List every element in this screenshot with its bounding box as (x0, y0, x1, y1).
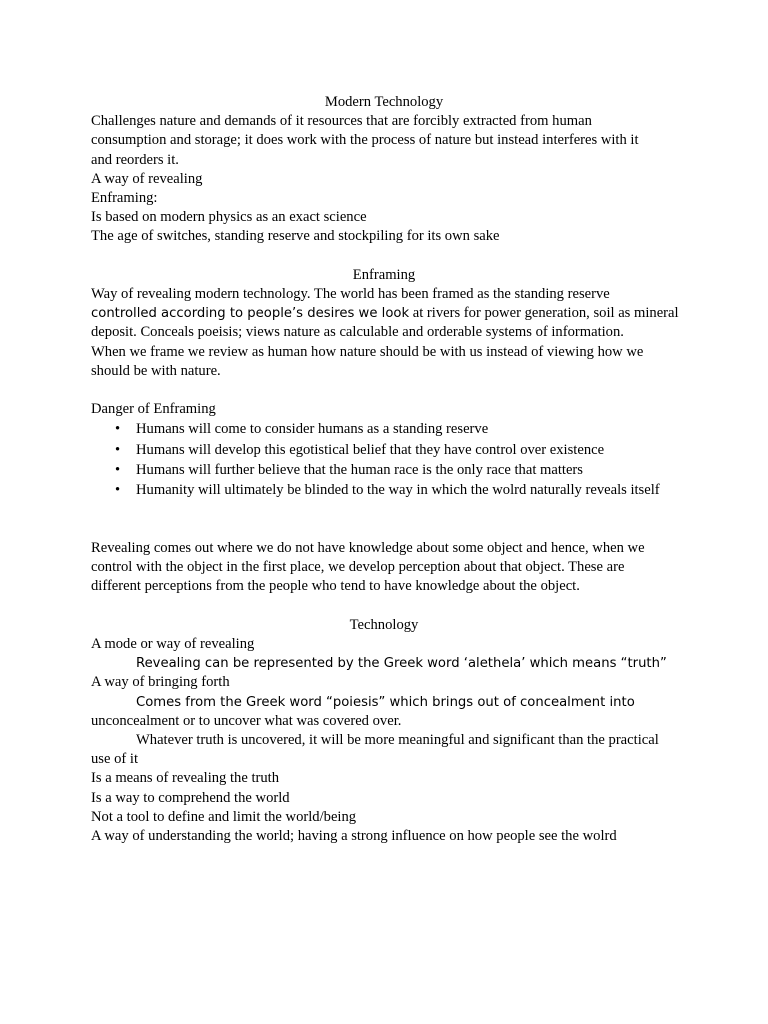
list-item (91, 460, 691, 480)
text-line: Challenges nature and demands of it resources that are forcibly extracted from human (91, 113, 592, 130)
text-line: A way of bringing forth (91, 674, 230, 691)
text-fragment: at rivers for power generation, soil as mineral (409, 305, 679, 322)
text-line: A way of understanding the world; having a strong influence on how people see the wolrd (91, 828, 617, 845)
text-line: The age of switches, standing reserve and stockpiling for its own sake (91, 228, 500, 245)
text-line (91, 654, 691, 673)
text-line: Revealing comes out where we do not have knowledge about some object and hence, when we (91, 540, 645, 556)
sans-text-fragment: controlled according to people’s desires we look (91, 306, 410, 322)
sans-text-fragment: Revealing can be represented by the Greek word ‘alethela’ which means “truth” (136, 656, 667, 672)
bullet-icon: • (115, 441, 121, 458)
list-item-text: Humans will come to consider humans as a standing reserve (136, 421, 489, 438)
bullet-icon: • (115, 462, 121, 479)
section-heading-enframing: Enframing (352, 266, 416, 283)
spacer (91, 247, 691, 266)
text-line: A way of revealing (91, 170, 203, 187)
text-line: and reorders it. (91, 151, 179, 168)
sans-text-fragment: Comes from the Greek word “poiesis” which brings out of concealment into (136, 694, 635, 710)
list-item-text: Humanity will ultimately be blinded to the way in which the wolrd naturally reveals itself (136, 482, 660, 499)
section-heading-danger: Danger of Enframing (91, 401, 216, 418)
section-heading-modern-technology: Modern Technology (324, 94, 444, 110)
text-line: deposit. Conceals poeisis; views nature as calculable and orderable systems of information. (91, 324, 624, 341)
text-line: Is based on modern physics as an exact science (91, 209, 367, 226)
text-line: Is a way to comprehend the world (91, 789, 290, 806)
list-item (91, 419, 691, 439)
text-line: A mode or way of revealing (91, 636, 255, 652)
text-line: should be with nature. (91, 362, 221, 379)
text-line: When we frame we review as human how nature should be with us instead of viewing how we (91, 343, 644, 360)
text-line: control with the object in the first place, we develop perception about that object. These are (91, 559, 625, 576)
bullet-list (91, 419, 691, 500)
text-line: Enframing: (91, 190, 158, 207)
text-line: Whatever truth is uncovered, it will be more meaningful and significant than the practical (136, 732, 659, 749)
text-line: different perceptions from the people who tend to have knowledge about the object. (91, 578, 580, 595)
spacer (91, 501, 691, 539)
bullet-icon: • (115, 482, 121, 499)
spacer (91, 597, 691, 616)
text-line: Way of revealing modern technology. The world has been framed as the standing reserve (91, 286, 610, 303)
list-item-text: Humans will develop this egotistical belief that they have control over existence (136, 441, 605, 458)
list-item-text: Humans will further believe that the human race is the only race that matters (136, 462, 583, 479)
text-line: consumption and storage; it does work with the process of nature but instead interferes with it (91, 132, 639, 149)
list-item (91, 480, 691, 500)
text-line: Not a tool to define and limit the world/being (91, 808, 357, 825)
text-line: use of it (91, 751, 139, 768)
list-item (91, 440, 691, 460)
text-line: Is a means of revealing the truth (91, 770, 280, 787)
section-heading-technology: Technology (349, 616, 419, 633)
text-line: unconcealment or to uncover what was covered over. (91, 712, 402, 729)
text-line (91, 304, 691, 323)
document-page (91, 93, 691, 846)
spacer (91, 381, 691, 400)
text-line (91, 693, 691, 712)
bullet-icon: • (115, 421, 121, 438)
